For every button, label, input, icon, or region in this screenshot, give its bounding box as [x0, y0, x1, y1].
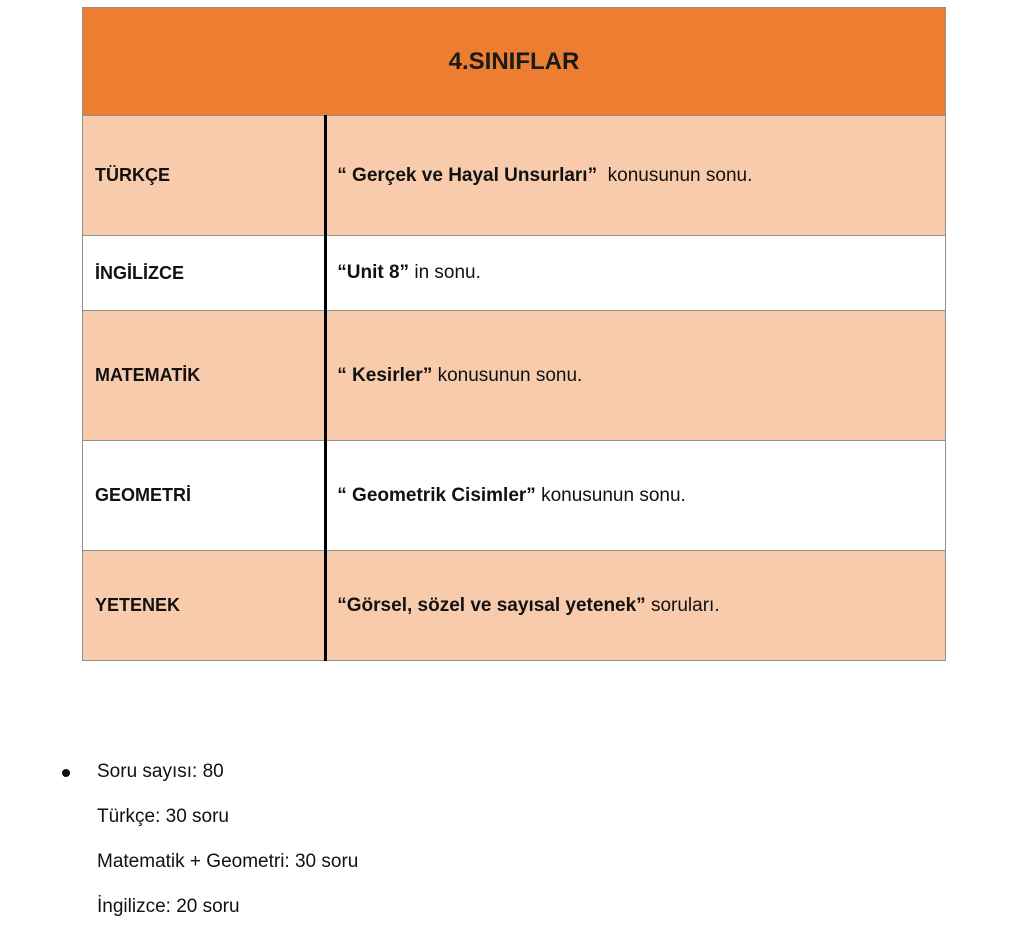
subject-cell: YETENEK — [83, 551, 326, 661]
table-row-ingilizce — [83, 236, 946, 311]
subject-cell: GEOMETRİ — [83, 441, 326, 551]
bullet-icon — [62, 769, 70, 777]
topic-suffix: konusunun sonu. — [597, 164, 753, 186]
topic-suffix: konusunun sonu. — [432, 364, 583, 386]
topic-title: “Unit 8” — [337, 262, 410, 283]
list-item — [60, 847, 358, 892]
topic-title: “Görsel, sözel ve sayısal yetenek” — [337, 594, 646, 616]
topic-title: “ Geometrik Cisimler” — [337, 484, 536, 506]
topic-cell — [326, 116, 946, 236]
list-item-text: Matematik + Geometri: 30 soru — [97, 851, 359, 872]
list-item — [60, 892, 358, 937]
topic-suffix: in sonu. — [409, 262, 481, 283]
subject-cell: TÜRKÇE — [83, 116, 326, 236]
topic-cell — [326, 311, 946, 441]
table-row-geometri — [83, 441, 946, 551]
table-title: 4.SINIFLAR — [83, 8, 946, 116]
subject-cell: İNGİLİZCE — [83, 236, 326, 311]
list-item — [60, 757, 358, 802]
list-item-text: Türkçe: 30 soru — [97, 806, 229, 827]
schedule-table — [82, 7, 946, 661]
topic-cell — [326, 236, 946, 311]
topic-suffix: konusunun sonu. — [535, 484, 686, 506]
topic-suffix: soruları. — [645, 594, 720, 616]
table-row-yetenek — [83, 551, 946, 661]
question-count-list — [60, 757, 358, 937]
table-header-row — [83, 8, 946, 116]
topic-title: “ Gerçek ve Hayal Unsurları” — [337, 164, 598, 186]
list-item-text: Soru sayısı: 80 — [97, 761, 224, 782]
topic-title: “ Kesirler” — [337, 364, 433, 386]
topic-cell — [326, 441, 946, 551]
list-item — [60, 802, 358, 847]
topic-cell — [326, 551, 946, 661]
list-item-text: İngilizce: 20 soru — [97, 896, 240, 917]
table-row-matematik — [83, 311, 946, 441]
subject-cell: MATEMATİK — [83, 311, 326, 441]
table-row-turkce — [83, 116, 946, 236]
